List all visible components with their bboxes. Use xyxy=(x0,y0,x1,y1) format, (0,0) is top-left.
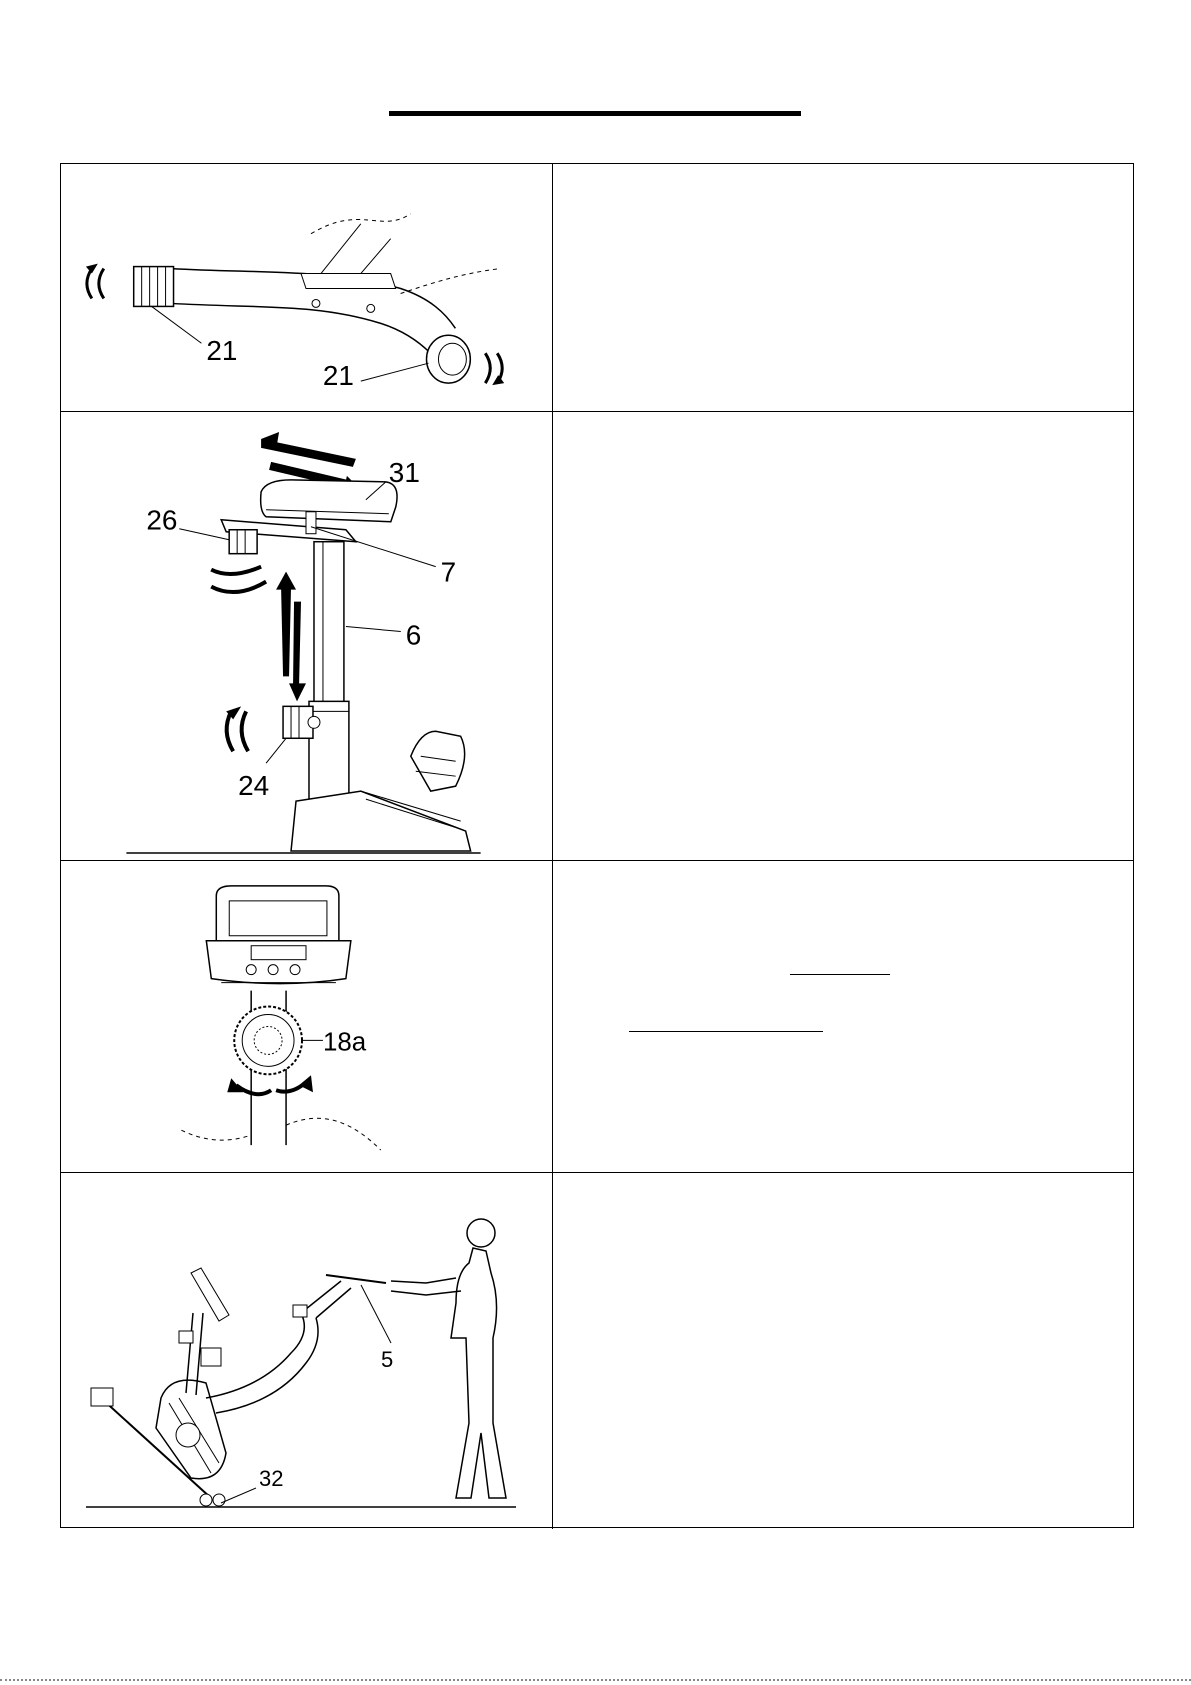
step-2-text xyxy=(554,412,1133,860)
step-3-illustration xyxy=(61,861,552,1172)
page-edge-dots xyxy=(0,1679,1191,1681)
label-5: 5 xyxy=(381,1347,394,1372)
label-26: 26 xyxy=(146,504,178,536)
step-4-text xyxy=(554,1173,1133,1529)
seat-post-drawing xyxy=(61,412,552,860)
column-divider xyxy=(552,164,553,411)
step-1-illustration xyxy=(61,164,552,411)
label-32: 32 xyxy=(259,1466,284,1491)
moving-bike-drawing xyxy=(61,1173,552,1529)
underline-mark-2 xyxy=(629,1031,823,1032)
step-row-2 xyxy=(61,412,1133,861)
column-divider xyxy=(552,861,553,1172)
label-21-left: 21 xyxy=(206,335,238,367)
label-24: 24 xyxy=(238,770,270,802)
label-18a: 18a xyxy=(322,1028,367,1057)
title-underline xyxy=(389,111,801,116)
underline-mark-1 xyxy=(790,974,890,975)
step-2-illustration xyxy=(61,412,552,860)
handlebar-grips-drawing xyxy=(61,164,552,411)
console-tension-knob-drawing xyxy=(61,861,552,1172)
step-row-4 xyxy=(61,1173,1133,1529)
label-31: 31 xyxy=(388,456,420,488)
instruction-table xyxy=(60,163,1134,1528)
column-divider xyxy=(552,412,553,860)
step-row-1 xyxy=(61,164,1133,412)
step-3-text xyxy=(554,861,1133,1172)
step-4-illustration xyxy=(61,1173,552,1529)
label-7: 7 xyxy=(440,556,457,588)
label-6: 6 xyxy=(405,619,422,651)
label-21-right: 21 xyxy=(322,360,354,392)
step-row-3 xyxy=(61,861,1133,1173)
step-1-text xyxy=(554,164,1133,411)
column-divider xyxy=(552,1173,553,1529)
